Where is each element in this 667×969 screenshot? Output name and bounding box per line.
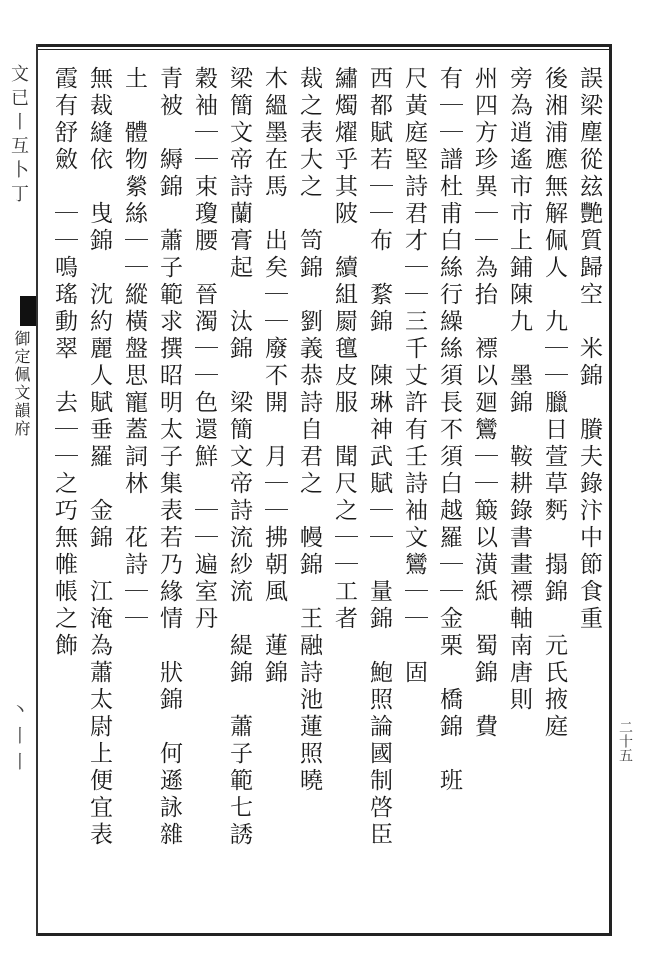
top-border-inner-rule — [38, 49, 610, 50]
text-column-8: 繡燭燿乎其陂 續組罽氊皮服 聞尺之｜｜工者 — [331, 66, 357, 633]
text-column-10: 木縕墨在馬 出矣｜｜廢不開 月｜｜拂朝風 蓮錦 — [261, 66, 287, 687]
text-column-13: 青被 縟錦 蕭子範求撰昭明太子集表若乃緣情 狀錦 何遜詠雜 — [156, 66, 182, 849]
text-column-11: 梁簡文帝詩蘭膏起 汰錦 梁簡文帝詩流紗流 緹錦 蕭子範七誘 — [226, 66, 252, 849]
adjacent-page-bleed-text: 文已丨互卜丁 — [8, 64, 29, 208]
text-column-12: 穀袖｜｜束瓊腰 晉濁｜｜色還鮮 ｜｜遍室丹 — [191, 66, 217, 633]
text-column-1: 誤梁塵從玆艷質歸空 米錦 賸夫錄汴中節食重 — [576, 66, 602, 633]
spine-rule — [36, 44, 38, 936]
fish-tail-mark — [20, 296, 36, 326]
text-column-2: 後湘浦應無解佩人 九｜｜臘日萱草麫 搨錦 元氏掖庭 — [541, 66, 567, 741]
book-title-edge: 御定佩文韻府 — [12, 330, 31, 438]
bottom-border-rule — [38, 933, 612, 936]
page-number: 二十五 — [617, 720, 633, 762]
text-column-14: 土 體物縈絲｜｜縱橫盤思寵蓋詞林 花詩｜｜ — [121, 66, 147, 633]
text-column-3: 旁為逍遙市市上鋪陳九 墨錦 鞍耕錄書畫褾軸南唐則 — [506, 66, 532, 714]
text-column-5: 有｜｜譜杜甫白絲行繰絲須長不須白越羅｜｜金栗 橋錦 班 — [436, 66, 462, 795]
text-column-6: 尺黃庭堅詩君才｜｜三千丈許有壬詩袖文鸞｜｜ 固 — [401, 66, 427, 687]
adjacent-page-bleed-text-lower: 丶丨丨 — [8, 700, 29, 778]
text-column-7: 西都賦若｜｜布 䋷錦 陳琳神武賦｜｜ 量錦 鮑照論國制啓臣 — [366, 66, 392, 849]
right-border-rule — [609, 44, 612, 936]
text-column-16: 霞有舒斂 ｜｜鳴瑤動翠 去｜｜之巧無帷帳之飾 — [51, 66, 77, 660]
text-column-15: 無裁縫依 曳錦 沈約麗人賦垂羅 金錦 江淹為蕭太尉上便宜表 — [86, 66, 112, 849]
top-border-rule — [38, 44, 610, 47]
text-column-9: 裁之表大之 笥錦 劉義恭詩自君之 幔錦 王融詩池蓮照曉 — [296, 66, 322, 795]
text-column-4: 州四方珍異｜｜為抬 褾以廻鸞｜｜簸以潢紙 蜀錦 費 — [471, 66, 497, 741]
